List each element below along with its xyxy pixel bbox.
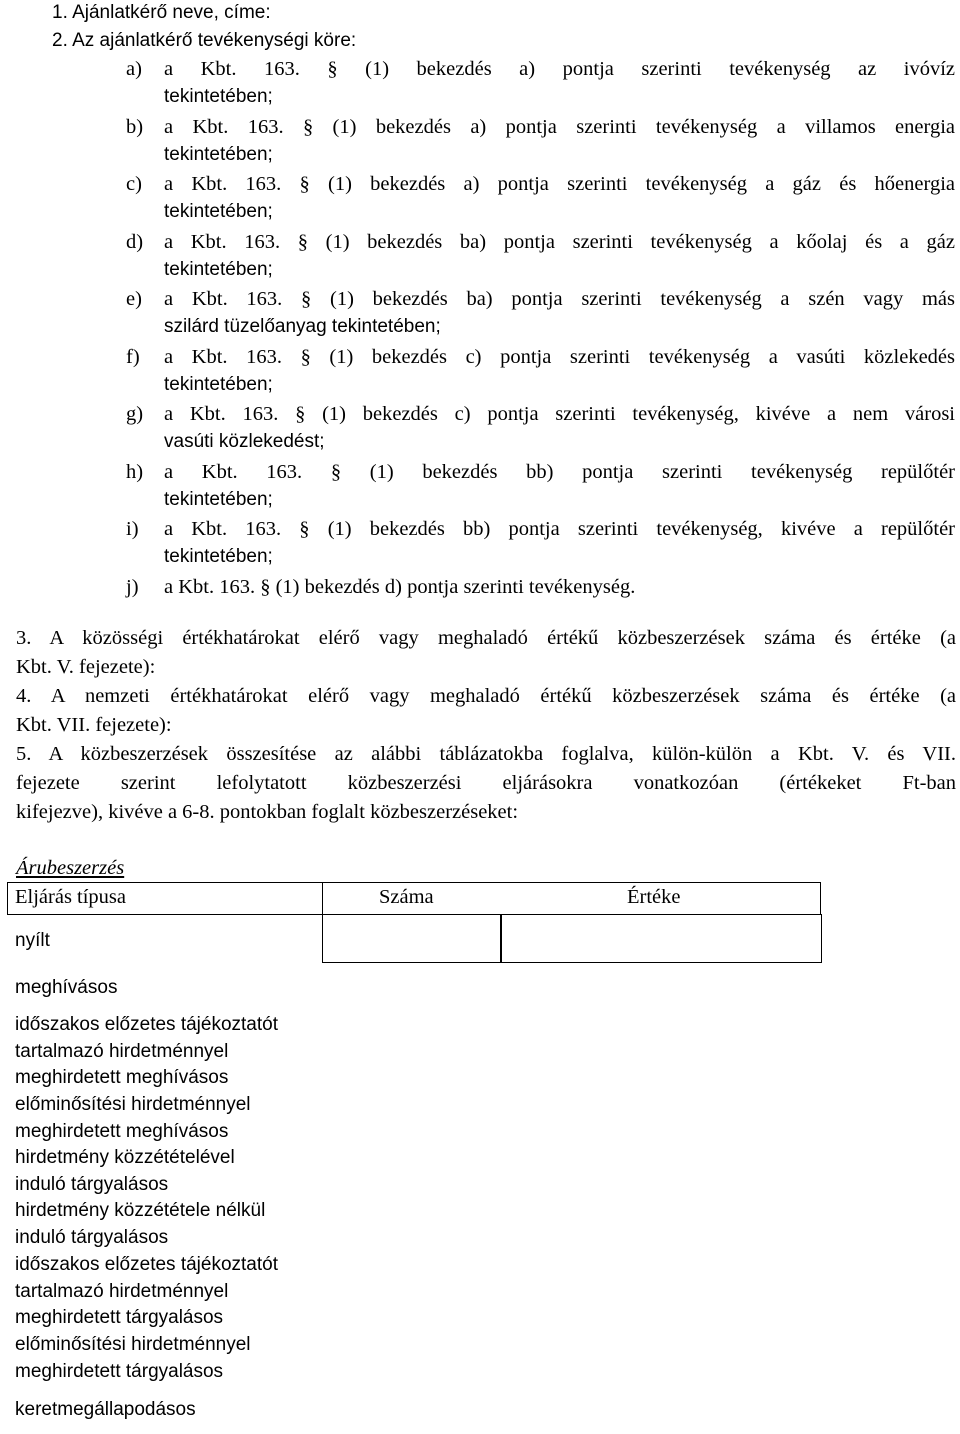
row-label-line: meghirdetett tárgyalásos	[15, 1307, 224, 1328]
activity-item	[0, 403, 960, 461]
activity-text-continued: tekintetében;	[164, 86, 273, 107]
activity-item	[0, 518, 960, 576]
paragraph-4-line: Kbt. VII. fejezete):	[16, 714, 172, 736]
row-label-line: induló tárgyalásos	[15, 1226, 169, 1248]
activity-item	[0, 288, 960, 346]
procurement-table	[7, 882, 821, 1430]
activity-item	[0, 346, 960, 404]
row-label-nyilt: nyílt	[15, 930, 50, 951]
row-label-line: előminősítési hirdetménnyel	[15, 1094, 251, 1115]
activity-item	[0, 173, 960, 231]
row-label-idoszakos-targyalasos	[15, 1252, 278, 1332]
activity-text-continued: szilárd tüzelőanyag tekintetében;	[164, 316, 441, 337]
paragraph-4	[16, 685, 956, 743]
activity-letter: i)	[126, 518, 139, 540]
paragraph-4-line: 4. A nemzeti értékhatárokat elérő vagy meghaladó értékű közbeszerzések száma és értéke (a	[16, 685, 956, 707]
activity-text: a Kbt. 163. § (1) bekezdés d) pontja szerinti tevékenység.	[164, 575, 636, 598]
activity-text: a Kbt. 163. § (1) bekezdés ba) pontja szerinti tevékenység a kőolaj és a gáz	[164, 230, 955, 253]
activity-text-continued: tekintetében;	[164, 488, 273, 510]
cell-erteke-nyilt	[500, 914, 822, 963]
activity-text: a Kbt. 163. § (1) bekezdés a) pontja szerinti tevékenység a gáz és hőenergia	[164, 173, 955, 195]
paragraph-3-line: Kbt. V. fejezete):	[16, 656, 156, 678]
activity-text: a Kbt. 163. § (1) bekezdés a) pontja szerinti tevékenység az ivóvíz	[164, 58, 955, 80]
activity-text: a Kbt. 163. § (1) bekezdés bb) pontja szerinti tevékenység, kivéve a repülőtér	[164, 518, 955, 540]
table-col-divider	[322, 882, 323, 914]
activity-item	[0, 461, 960, 519]
row-label-line: hirdetmény közzétételével	[15, 1147, 235, 1168]
item-2-heading: 2. Az ajánlatkérő tevékenységi köre:	[52, 30, 357, 51]
activity-letter: c)	[126, 173, 142, 195]
row-label-hirdetmeny-nelkul	[15, 1198, 265, 1251]
activity-text-continued: tekintetében;	[164, 201, 273, 222]
row-label-hirdetmeny-kozzetetelevel	[15, 1145, 235, 1198]
activity-letter: e)	[126, 288, 142, 310]
activity-text-continued: tekintetében;	[164, 143, 273, 165]
row-label-idoszakos-meghivasos	[15, 1012, 278, 1092]
activity-letter: g)	[126, 403, 144, 425]
row-label-line: meghirdetett meghívásos	[15, 1067, 229, 1088]
activity-text: a Kbt. 163. § (1) bekezdés c) pontja szerinti tevékenység a vasúti közlekedés	[164, 345, 955, 368]
activity-text: a Kbt. 163. § (1) bekezdés ba) pontja szerinti tevékenység a szén vagy más	[164, 288, 955, 310]
activity-text: a Kbt. 163. § (1) bekezdés c) pontja szerinti tevékenység, kivéve a nem városi	[164, 403, 955, 425]
paragraph-5-line: 5. A közbeszerzések összesítése az alábbi táblázatokba foglalva, külön-külön a Kbt. V. és VII.	[16, 743, 956, 765]
activity-letter: b)	[126, 115, 144, 138]
table-border-left	[7, 882, 8, 914]
table-border-right	[820, 882, 821, 914]
row-label-line: tartalmazó hirdetménnyel	[15, 1280, 229, 1302]
activity-item	[0, 231, 960, 289]
activity-item	[0, 58, 960, 116]
activity-item	[0, 576, 960, 634]
column-header-erteke: Értéke	[627, 886, 681, 908]
paragraph-5	[16, 743, 956, 830]
row-label-line: meghirdetett meghívásos	[15, 1120, 229, 1142]
row-label-line: előminősítési hirdetménnyel	[15, 1334, 251, 1355]
column-header-szama: Száma	[379, 886, 434, 908]
row-label-line: tartalmazó hirdetménnyel	[15, 1040, 229, 1062]
activity-letter: d)	[126, 230, 144, 253]
paragraph-3	[16, 627, 956, 685]
row-label-line: meghirdetett tárgyalásos	[15, 1360, 224, 1382]
row-label-elominositesi-meghivasos	[15, 1092, 251, 1145]
activity-text: a Kbt. 163. § (1) bekezdés a) pontja szerinti tevékenység a villamos energia	[164, 115, 955, 138]
cell-szama-nyilt	[322, 914, 502, 963]
activity-letter: a)	[126, 58, 142, 80]
row-label-line: hirdetmény közzététele nélkül	[15, 1200, 266, 1221]
section-heading-arubeszerzes: Árubeszerzés	[16, 857, 125, 879]
row-label-line: induló tárgyalásos	[15, 1173, 169, 1195]
activity-text-continued: tekintetében;	[164, 373, 273, 395]
paragraph-5-line: fejezete szerint lefolytatott közbeszerzési eljárásokra vonatkozóan (értékeket Ft-ban	[16, 772, 956, 794]
paragraph-5-line: kifejezve), kivéve a 6-8. pontokban foglalt közbeszerzéseket:	[16, 801, 519, 823]
activity-text-continued: tekintetében;	[164, 258, 273, 280]
row-label-keretmegallapodasos: keretmegállapodásos	[15, 1399, 196, 1420]
table-border-top	[7, 882, 820, 883]
paragraph-3-line: 3. A közösségi értékhatárokat elérő vagy meghaladó értékű közbeszerzések száma és értéke (a	[16, 627, 956, 649]
activity-letter: h)	[126, 460, 144, 483]
column-header-eljaras-tipusa: Eljárás típusa	[15, 886, 127, 908]
row-label-line: időszakos előzetes tájékoztatót	[15, 1014, 278, 1035]
activity-letter: j)	[126, 575, 139, 598]
activity-item	[0, 116, 960, 174]
item-1-heading: 1. Ajánlatkérő neve, címe:	[52, 2, 271, 23]
row-label-elominositesi-targyalasos	[15, 1332, 251, 1385]
activity-letter: f)	[126, 345, 140, 368]
row-label-meghivasos: meghívásos	[15, 977, 118, 998]
activity-text-continued: tekintetében;	[164, 546, 273, 567]
activity-text-continued: vasúti közlekedést;	[164, 431, 325, 452]
activity-text: a Kbt. 163. § (1) bekezdés bb) pontja szerinti tevékenység repülőtér	[164, 460, 955, 483]
row-label-line: időszakos előzetes tájékoztatót	[15, 1254, 278, 1275]
